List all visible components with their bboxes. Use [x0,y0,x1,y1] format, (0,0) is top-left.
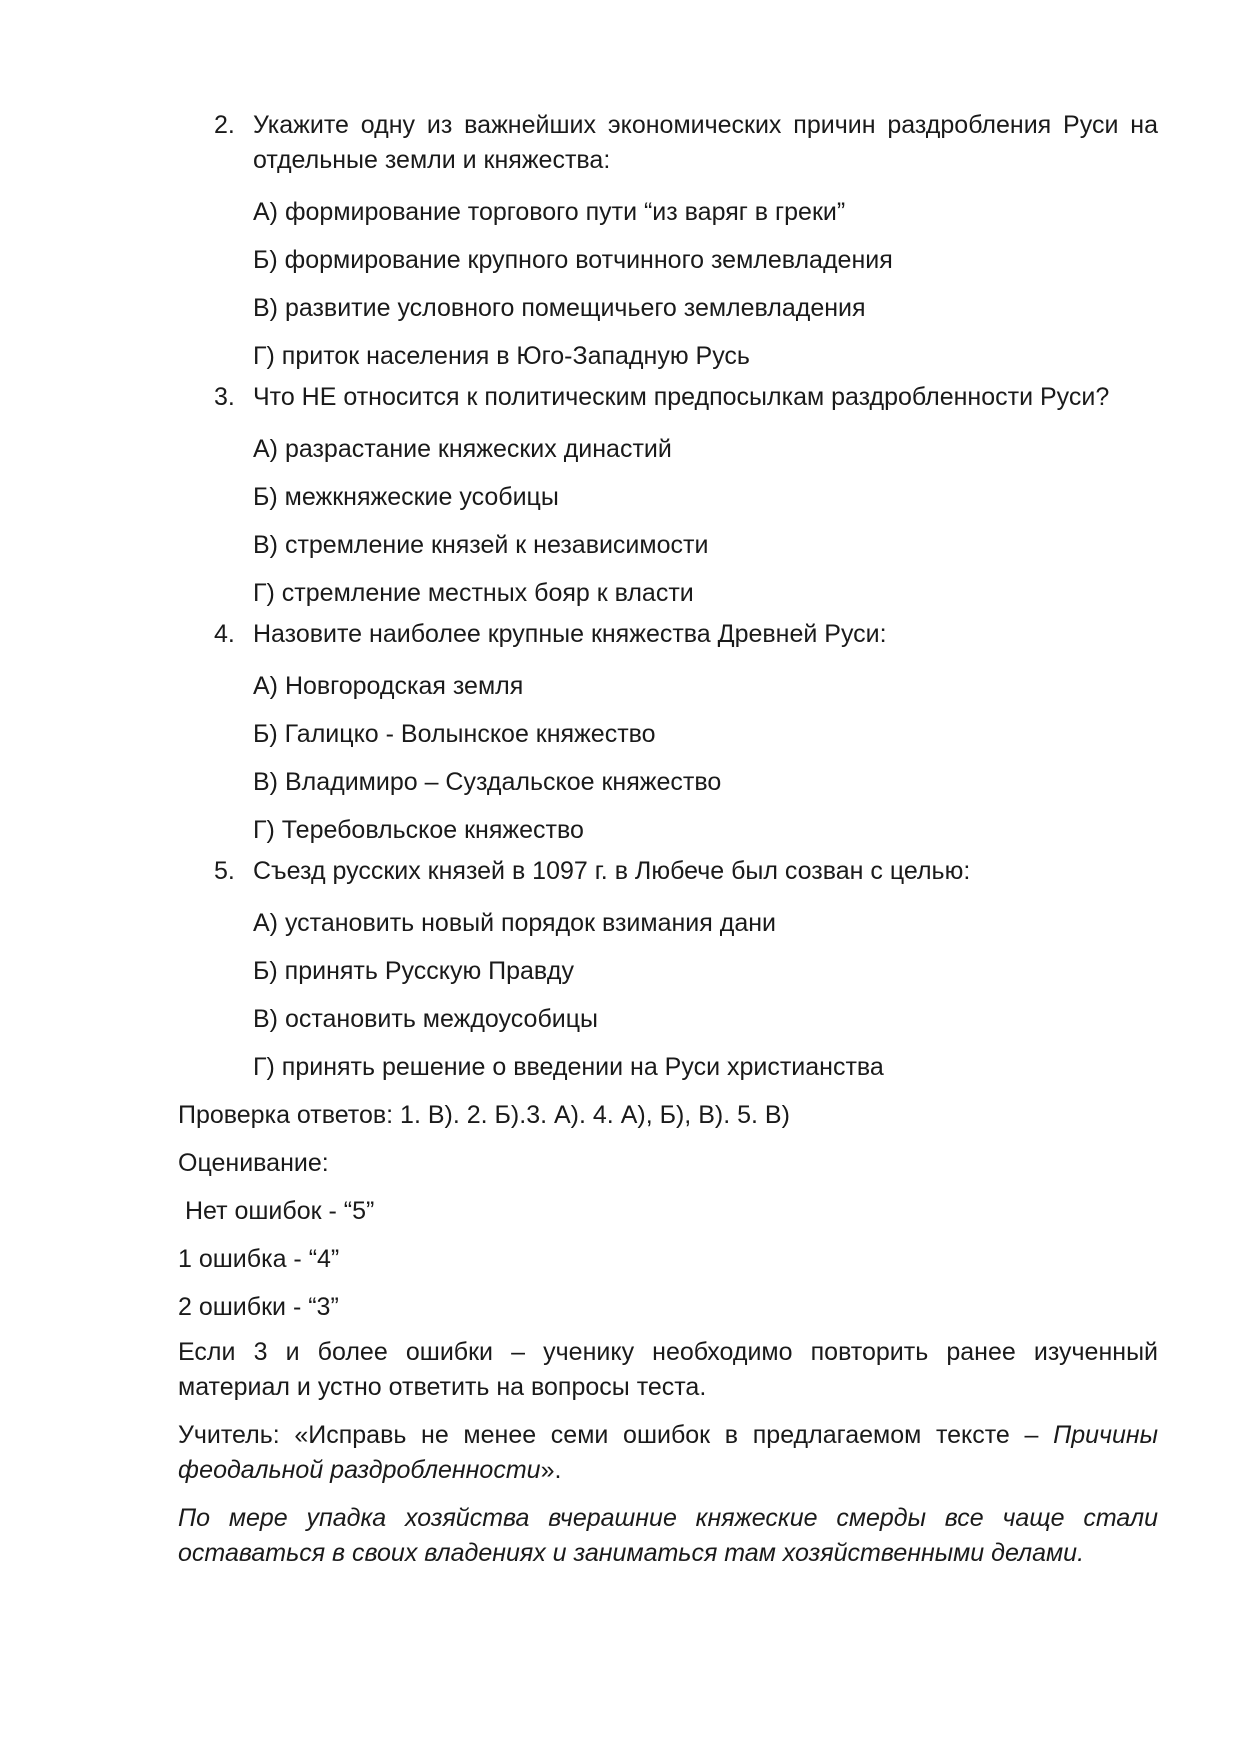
answer-option: А) формирование торгового пути “из варяг в греки” [253,198,846,226]
answer-option: В) остановить междоусобицы [253,1005,599,1033]
question-3 [178,380,1158,415]
question-number: 2. [214,111,235,139]
question-text: Съезд русских князей в 1097 г. в Любече был созван с целью: [253,857,971,885]
answer-key: Проверка ответов: 1. В). 2. Б).3. А). 4. А), Б), В). 5. В) [178,1101,790,1129]
answer-option: А) разрастание княжеских династий [253,435,672,463]
option-list [178,425,1158,617]
question-5 [178,854,1158,889]
teacher-suffix: ». [540,1456,562,1484]
answer-option: Г) Теребовльское княжество [253,816,584,844]
option-list [178,662,1158,854]
answer-option: А) Новгородская земля [253,672,524,700]
question-text: Что НЕ относится к политическим предпосылкам раздробленности Руси? [253,383,1110,411]
grading-note: Если 3 и более ошибки – ученику необходимо повторить ранее изученный материал и устно ответить на вопросы теста. [178,1338,1158,1401]
answer-option: Г) стремление местных бояр к власти [253,579,694,607]
document-page [178,108,1158,1584]
grading-item: Нет ошибок - “5” [178,1197,375,1225]
answer-option: В) развитие условного помещичьего землевладения [253,294,866,322]
question-number: 4. [214,620,235,648]
question-number: 3. [214,383,235,411]
answer-option: Г) принять решение о введении на Руси христианства [253,1053,884,1081]
question-number: 5. [214,857,235,885]
question-4 [178,617,1158,652]
answer-option: Б) межкняжеские усобицы [253,483,559,511]
teacher-prefix: Учитель: «Исправь не менее семи ошибок в предлагаемом тексте – [178,1421,1054,1449]
option-list [178,188,1158,380]
grading-title: Оценивание: [178,1149,329,1177]
answer-option: Б) принять Русскую Правду [253,957,575,985]
text-excerpt: По мере упадка хозяйства вчерашние княжеские смерды все чаще стали оставаться в своих владениях и заниматься там хозяйственными делами. [178,1504,1158,1567]
teacher-instruction [178,1418,1158,1488]
answer-option: Б) формирование крупного вотчинного землевладения [253,246,893,274]
answer-option: В) стремление князей к независимости [253,531,709,559]
option-list [178,899,1158,1091]
answer-option: В) Владимиро – Суздальское княжество [253,768,722,796]
teacher-topic: Причины феодальной раздробленности [178,1421,1158,1484]
question-text: Укажите одну из важнейших экономических причин раздробления Руси на отдельные земли и княжества: [253,111,1158,174]
answer-option: А) установить новый порядок взимания дани [253,909,776,937]
answer-option: Б) Галицко - Волынское княжество [253,720,656,748]
grading-item: 1 ошибка - “4” [178,1245,340,1273]
grading-item: 2 ошибки - “3” [178,1293,339,1321]
question-text: Назовите наиболее крупные княжества Древней Руси: [253,620,887,648]
question-2 [178,108,1158,178]
answer-option: Г) приток населения в Юго-Западную Русь [253,342,750,370]
